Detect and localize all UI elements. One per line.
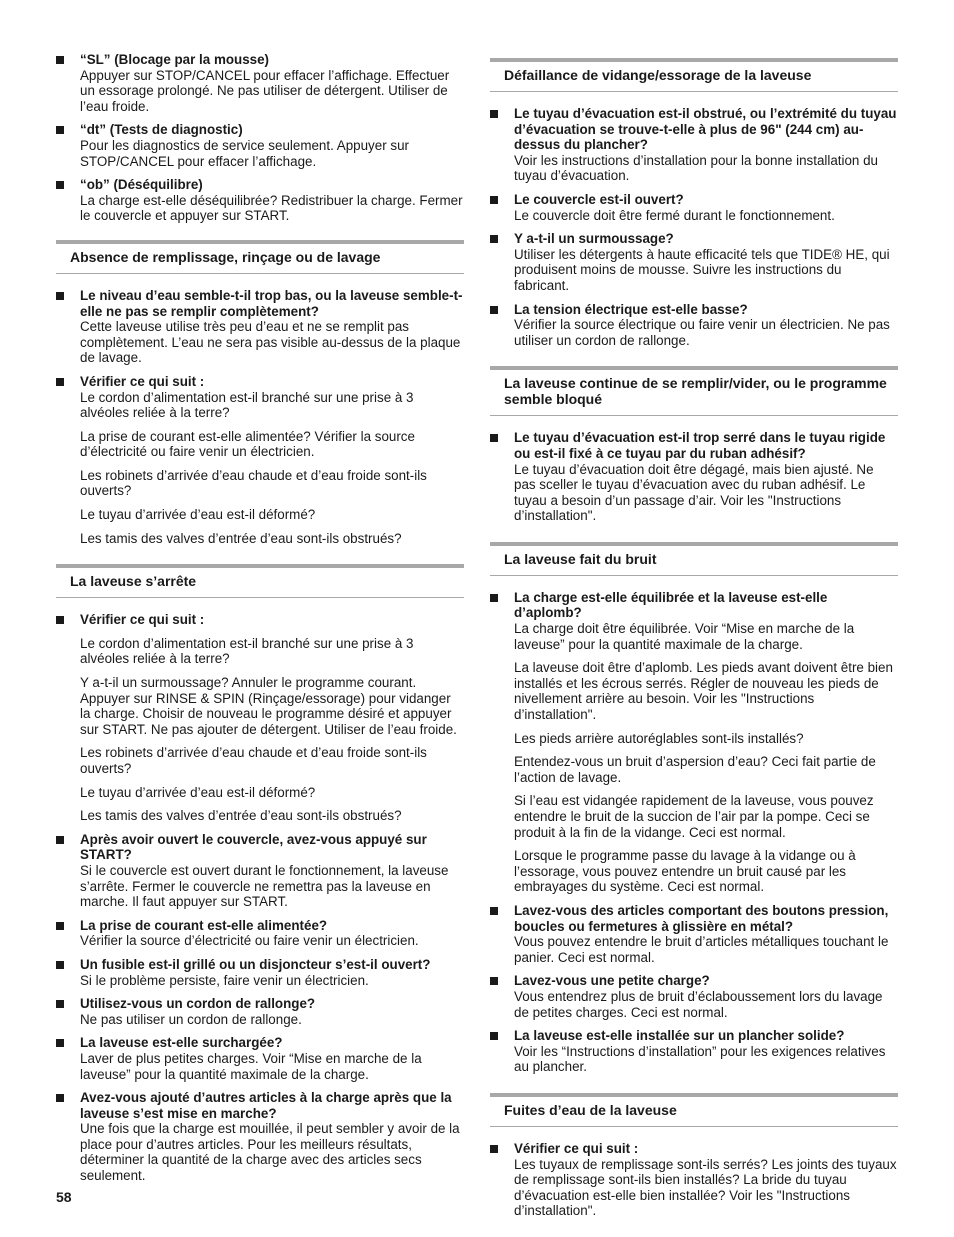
list-item xyxy=(56,1090,464,1184)
bullet-icon xyxy=(490,977,498,985)
section-washer-stops xyxy=(56,564,464,1201)
list-item xyxy=(490,302,898,349)
right-column xyxy=(490,58,898,1237)
list-item xyxy=(56,832,464,910)
item-extra: Les tamis des valves d’entrée d’eau sont-ils obstrués? xyxy=(80,530,402,546)
item-desc: Si le problème persiste, faire venir un électricien. xyxy=(80,972,369,988)
section-title: La laveuse s’arrête xyxy=(56,564,464,598)
bullet-icon xyxy=(490,594,498,602)
bullet-icon xyxy=(490,907,498,915)
bullet-icon xyxy=(490,235,498,243)
list-item xyxy=(490,590,898,895)
list-item xyxy=(56,52,464,114)
bullet-icon xyxy=(56,1039,64,1047)
item-extra: Entendez-vous un bruit d’aspersion d’eau? Ceci fait partie de l’action de lavage. xyxy=(514,754,876,785)
bullet-icon xyxy=(56,836,64,844)
item-extra: Le tuyau d’arrivée d’eau est-il déformé? xyxy=(80,507,316,523)
item-title: Vérifier ce qui suit : xyxy=(514,1140,639,1156)
item-desc: Vous pouvez entendre le bruit d’articles métalliques touchant le panier. Ceci est normal. xyxy=(514,934,889,965)
item-title: La prise de courant est-elle alimentée? xyxy=(80,917,328,933)
item-title: Lavez-vous des articles comportant des boutons pression, boucles ou fermetures à glissière en métal? xyxy=(514,902,889,934)
list-item xyxy=(490,231,898,293)
item-title: La laveuse est-elle installée sur un plancher solide? xyxy=(514,1028,845,1044)
item-desc: Laver de plus petites charges. Voir “Mise en marche de la laveuse” pour la quantité maximale de la charge. xyxy=(80,1050,422,1082)
item-title: Le tuyau d’évacuation est-il trop serré dans le tuyau rigide ou est-il fixé à ce tuyau par du ruban adhésif? xyxy=(514,430,886,461)
item-desc: Appuyer sur STOP/CANCEL pour effacer l’affichage. Effectuer un essorage prolongé. Ne pas utiliser de détergent. Utiliser de l’eau froide. xyxy=(80,67,450,114)
item-title: “ob” (Déséquilibre) xyxy=(80,177,203,193)
item-desc: Pour les diagnostics de service seulement. Appuyer sur STOP/CANCEL pour effacer l’affichage. xyxy=(80,137,409,169)
bullet-icon xyxy=(490,196,498,204)
item-title: Lavez-vous une petite charge? xyxy=(514,973,710,989)
item-title: Avez-vous ajouté d’autres articles à la charge après que la laveuse s’est mise en marche? xyxy=(80,1090,452,1121)
bullet-icon xyxy=(56,961,64,969)
item-extra: La laveuse doit être d’aplomb. Les pieds avant doivent être bien installés et les écrous serrés. Régler de nouveau les pieds de nivellement arrière au besoin. Voir les "Instructions d’installation". xyxy=(514,660,893,723)
item-extra: La prise de courant est-elle alimentée? Vérifier la source d’électricité ou faire venir un électricien. xyxy=(80,428,415,460)
item-desc: Vous entendrez plus de bruit d’éclaboussement lors du lavage de petites charges. Ceci est normal. xyxy=(514,988,883,1020)
item-desc: Les tuyaux de remplissage sont-ils serrés? Les joints des tuyaux de remplissage sont-ils bien installés? La bride du tuyau d’évacuation est-elle bien installée? Voir les "Instructions d’installation". xyxy=(514,1156,897,1219)
item-desc: Le tuyau d’évacuation doit être dégagé, mais bien ajusté. Ne pas sceller le tuyau d’évacuation avec du ruban adhésif. Le tuyau a besoin d’un passage d’air. Voir les "Instructions d’installation". xyxy=(514,461,874,524)
item-desc: Vérifier la source électrique ou faire venir un électricien. Ne pas utiliser un cordon de rallonge. xyxy=(514,317,890,348)
item-title: Le tuyau d’évacuation est-il obstrué, ou l’extrémité du tuyau d’évacuation se trouve-t-elle à plus de 96" (244 cm) au-dessus du plancher? xyxy=(514,106,897,153)
list-item xyxy=(56,122,464,169)
list-item xyxy=(56,177,464,224)
item-title: “dt” (Tests de diagnostic) xyxy=(80,122,243,138)
bullet-icon xyxy=(490,110,498,118)
item-desc: Voir les “Instructions d’installation” pour les exigences relatives au plancher. xyxy=(514,1043,886,1075)
item-desc: Cette laveuse utilise très peu d’eau et ne se remplit pas complètement. L’eau ne sera pas visible au-dessus de la plaque de lavage. xyxy=(80,319,461,366)
section-title: La laveuse continue de se remplir/vider, ou le programme semble bloqué xyxy=(490,366,898,416)
list-item xyxy=(490,903,898,965)
item-title: La laveuse est-elle surchargée? xyxy=(80,1035,283,1051)
item-title: Utilisez-vous un cordon de rallonge? xyxy=(80,996,316,1012)
list-item xyxy=(490,973,898,1020)
item-extra: Le cordon d’alimentation est-il branché sur une prise à 3 alvéoles reliée à la terre? xyxy=(80,635,414,667)
item-title: Après avoir ouvert le couvercle, avez-vous appuyé sur START? xyxy=(80,831,427,863)
item-title: Y a-t-il un surmoussage? xyxy=(514,231,674,247)
list-item xyxy=(56,1035,464,1082)
bullet-icon xyxy=(56,1000,64,1008)
item-extra: Les tamis des valves d’entrée d’eau sont-ils obstrués? xyxy=(80,808,402,824)
bullet-icon xyxy=(490,1032,498,1040)
bullet-icon xyxy=(490,434,498,442)
item-extra: Si l’eau est vidangée rapidement de la laveuse, vous pouvez entendre le bruit de la succion de l’air par la pompe. Ceci se produit à la fin de la vidange. Ceci est normal. xyxy=(514,793,874,840)
list-item xyxy=(56,374,464,546)
left-column xyxy=(56,52,464,1202)
item-desc: Ne pas utiliser un cordon de rallonge. xyxy=(80,1011,302,1027)
page-number: 58 xyxy=(56,1189,72,1205)
item-title: Le couvercle est-il ouvert? xyxy=(514,191,684,207)
item-title: La charge est-elle équilibrée et la laveuse est-elle d’aplomb? xyxy=(514,589,828,621)
bullet-icon xyxy=(56,126,64,134)
section-title: La laveuse fait du bruit xyxy=(490,542,898,576)
list-item xyxy=(56,957,464,988)
item-title: Le niveau d’eau semble-t-il trop bas, ou la laveuse semble-t-elle ne pas se remplir complètement? xyxy=(80,287,463,319)
item-desc: Si le couvercle est ouvert durant le fonctionnement, la laveuse s’arrête. Fermer le couvercle ne remettra pas la laveuse en marche. Il faut appuyer sur START. xyxy=(80,862,449,910)
section-title: Fuites d’eau de la laveuse xyxy=(490,1093,898,1127)
item-desc: La charge est-elle déséquilibrée? Redistribuer la charge. Fermer le couvercle et appuyer sur START. xyxy=(80,192,463,224)
bullet-icon xyxy=(490,306,498,314)
item-title: “SL” (Blocage par la mousse) xyxy=(80,52,270,67)
bullet-icon xyxy=(56,56,64,64)
section-no-fill xyxy=(56,240,464,564)
item-title: La tension électrique est-elle basse? xyxy=(514,301,748,317)
item-desc: Le couvercle doit être fermé durant le fonctionnement. xyxy=(514,207,835,223)
list-item xyxy=(56,918,464,949)
list-item xyxy=(490,192,898,223)
list-item xyxy=(490,106,898,184)
item-desc: Vérifier la source d’électricité ou faire venir un électricien. xyxy=(80,933,419,949)
item-desc: Le cordon d’alimentation est-il branché sur une prise à 3 alvéoles reliée à la terre? xyxy=(80,389,414,421)
item-desc: Voir les instructions d’installation pour la bonne installation du tuyau d’évacuation. xyxy=(514,152,878,184)
bullet-icon xyxy=(56,292,64,300)
section-title: Absence de remplissage, rinçage ou de lavage xyxy=(56,240,464,274)
list-item xyxy=(56,996,464,1027)
bullet-icon xyxy=(56,1094,64,1102)
bullet-icon xyxy=(56,922,64,930)
item-desc: La charge doit être équilibrée. Voir “Mise en marche de la laveuse” pour la quantité maximale de la charge. xyxy=(514,621,855,652)
item-desc: Utiliser les détergents à haute efficacité tels que TIDE® HE, qui produisent moins de mousse. Suivre les instructions du fabricant. xyxy=(514,246,890,293)
section-drain-failure xyxy=(490,58,898,366)
bullet-icon xyxy=(56,378,64,386)
item-extra: Lorsque le programme passe du lavage à la vidange ou à l’essorage, vous pouvez entendre un bruit causé par les embrayages du système. Ceci est normal. xyxy=(514,848,856,895)
list-item xyxy=(490,1141,898,1219)
list-item xyxy=(56,288,464,366)
item-extra: Les pieds arrière autoréglables sont-ils installés? xyxy=(514,730,804,746)
section-noise xyxy=(490,542,898,1093)
error-code-list xyxy=(56,52,464,240)
item-extra: Y a-t-il un surmoussage? Annuler le programme courant. Appuyer sur RINSE & SPIN (Rinçage/essorage) pour vidanger la charge. Choisir de nouveau le programme désiré et appuyer sur START. Ne pas ajouter de détergent. Utiliser de l’eau froide. xyxy=(80,675,457,737)
section-keeps-filling xyxy=(490,366,898,542)
list-item xyxy=(490,430,898,524)
list-item xyxy=(56,612,464,824)
item-title: Un fusible est-il grillé ou un disjoncteur s’est-il ouvert? xyxy=(80,956,431,972)
item-title: Vérifier ce qui suit : xyxy=(80,373,205,389)
item-desc: Une fois que la charge est mouillée, il peut sembler y avoir de la place pour d’autres articles. Pour les meilleurs résultats, déterminer la quantité de la charge avec des articles secs seulement. xyxy=(80,1121,460,1184)
section-leaks xyxy=(490,1093,898,1237)
item-title: Vérifier ce qui suit : xyxy=(80,612,205,628)
section-title: Défaillance de vidange/essorage de la laveuse xyxy=(490,58,898,92)
bullet-icon xyxy=(490,1145,498,1153)
bullet-icon xyxy=(56,616,64,624)
bullet-icon xyxy=(56,181,64,189)
item-extra: Les robinets d’arrivée d’eau chaude et d’eau froide sont-ils ouverts? xyxy=(80,467,427,499)
item-extra: Le tuyau d’arrivée d’eau est-il déformé? xyxy=(80,784,316,800)
list-item xyxy=(490,1028,898,1075)
item-extra: Les robinets d’arrivée d’eau chaude et d’eau froide sont-ils ouverts? xyxy=(80,745,427,776)
